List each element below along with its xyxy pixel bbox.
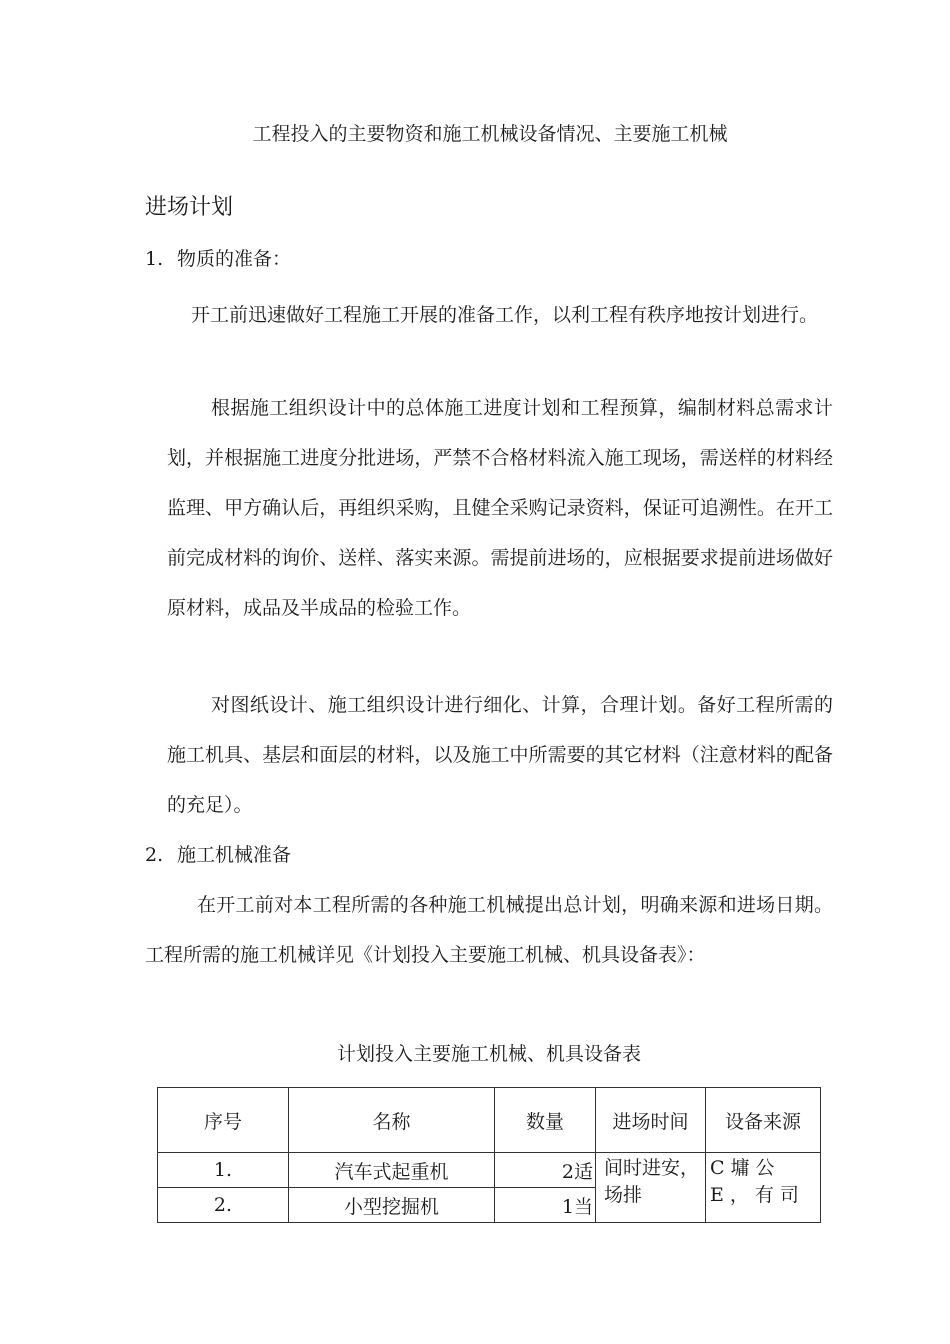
document-title-continued: 进场计划 [145, 195, 234, 220]
cell-name: 汽车式起重机 [289, 1153, 495, 1188]
paragraph: 在开工前对本工程所需的各种施工机械提出总计划，明确来源和进场日期。工程所需的施工机械详见《计划投入主要施工机械、机具设备表》： [145, 894, 833, 966]
header-quantity: 数量 [495, 1088, 596, 1153]
table-row [158, 1153, 821, 1188]
header-index: 序号 [158, 1088, 289, 1153]
cell-quantity: 2适 [495, 1153, 596, 1188]
cell-index: 1. [158, 1153, 289, 1188]
document-title: 工程投入的主要物资和施工机械设备情况、主要施工机械 [252, 123, 728, 145]
section-heading-machinery [145, 841, 291, 869]
section-heading-text: 施工机械准备 [177, 844, 292, 866]
cell-source: C墉公E，有司 [706, 1153, 821, 1223]
cell-index: 2. [158, 1188, 289, 1223]
paragraph: 根据施工组织设计中的总体施工进度计划和工程预算，编制材料总需求计划，并根据施工进度分批进场，严禁不合格材料流入施工现场，需送样的材料经监理、甲方确认后，再组织采购，且健全采购记录资料，保证可追溯性。在开工前完成材料的询价、送样、落实来源。需提前进场的，应根据要求提前进场做好原材料，成品及半成品的检验工作。 [167, 397, 833, 619]
paragraph: 开工前迅速做好工程施工开展的准备工作，以利工程有秩序地按计划进行。 [191, 304, 819, 326]
section-number: 1. [145, 248, 164, 270]
header-name: 名称 [289, 1088, 495, 1153]
cell-name: 小型挖掘机 [289, 1188, 495, 1223]
cell-quantity: 1当 [495, 1188, 596, 1223]
paragraph: 对图纸设计、施工组织设计进行细化、计算，合理计划。备好工程所需的施工机具、基层和面层的材料，以及施工中所需要的其它材料（注意材料的配备的充足）。 [167, 694, 833, 816]
header-entry-time: 进场时间 [596, 1088, 706, 1153]
table-caption: 计划投入主要施工机械、机具设备表 [336, 1043, 641, 1065]
section-heading-text: 物质的准备： [177, 248, 292, 270]
section-heading-materials [145, 245, 291, 273]
cell-entry-time: 间时进安，场排 [596, 1153, 706, 1223]
equipment-table [157, 1087, 821, 1223]
section-number: 2. [145, 844, 164, 866]
table-header-row [158, 1088, 821, 1153]
header-source: 设备来源 [706, 1088, 821, 1153]
